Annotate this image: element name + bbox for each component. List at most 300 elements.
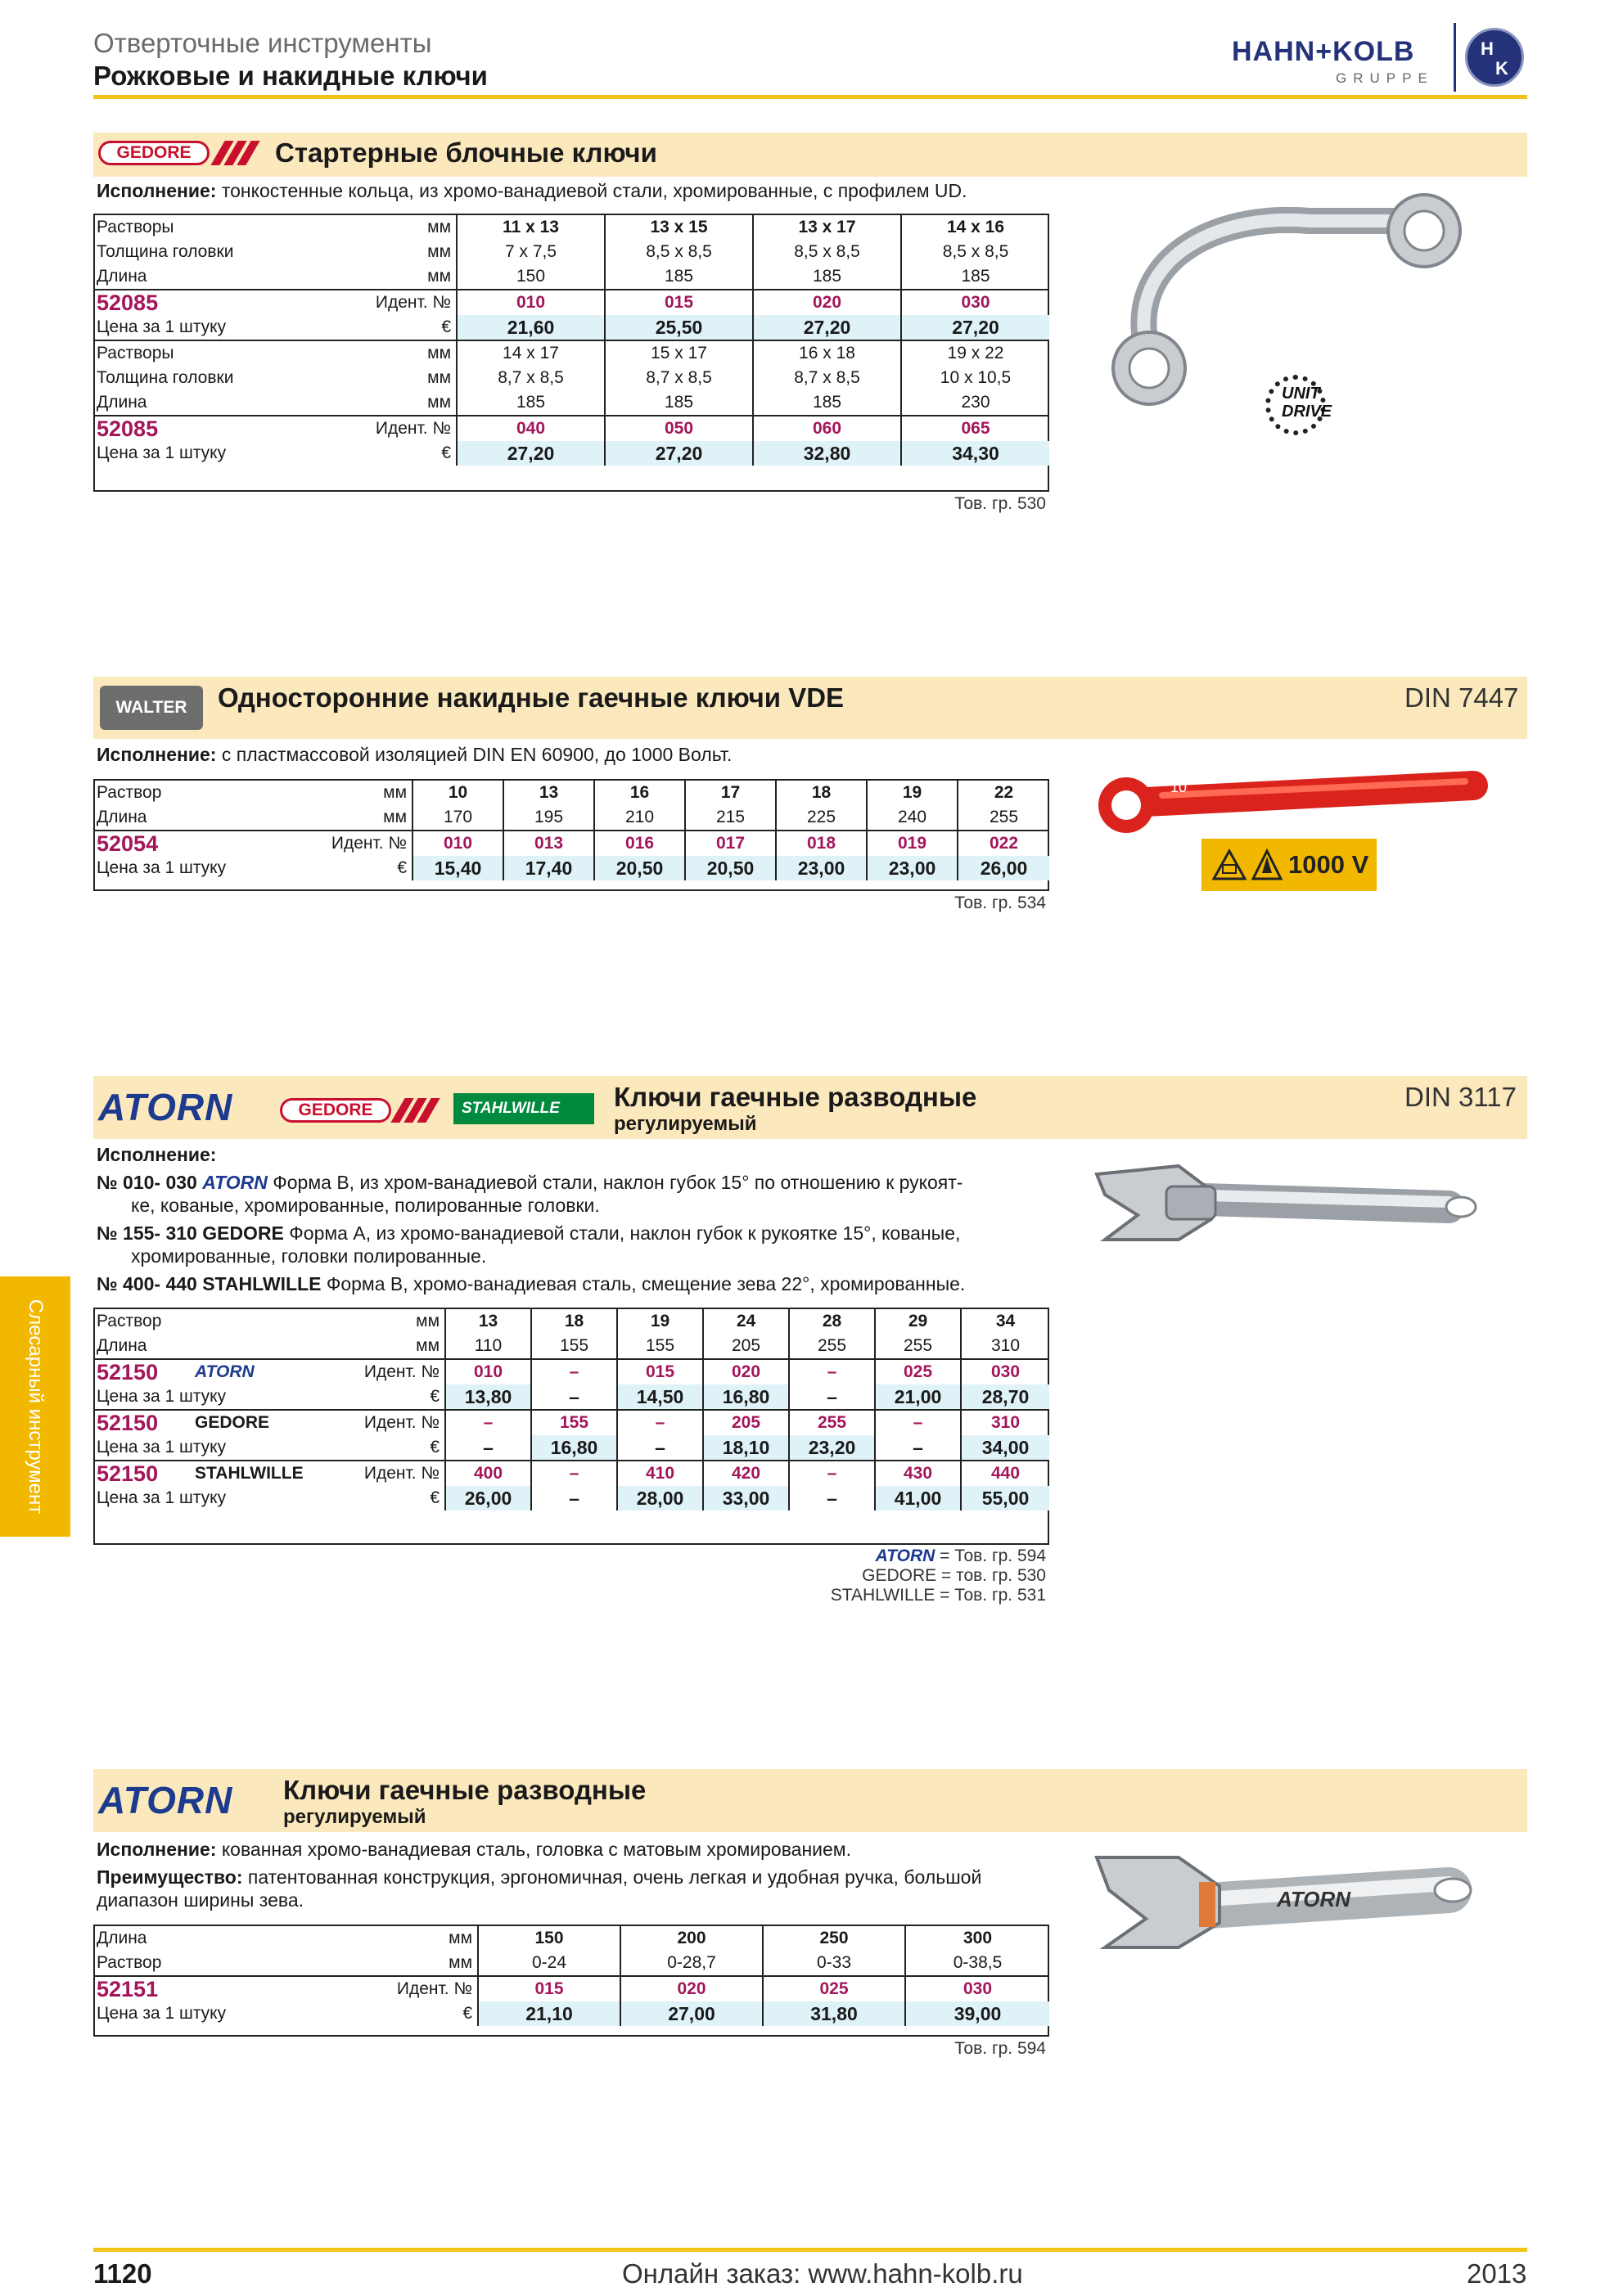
spec-cell: 11 x 13 bbox=[457, 215, 605, 240]
price-cell: 31,80 bbox=[763, 2001, 905, 2026]
row-label: Цена за 1 штуку bbox=[97, 443, 227, 462]
row-unit: Идент. № bbox=[363, 290, 457, 315]
row-unit: Идент. № bbox=[339, 1461, 445, 1486]
ident-cell: 050 bbox=[605, 416, 753, 441]
price-cell: 20,50 bbox=[685, 856, 776, 880]
row-label: Цена за 1 штуку bbox=[97, 1438, 227, 1456]
vde-badge bbox=[1201, 839, 1377, 891]
ident-cell: 020 bbox=[703, 1359, 789, 1384]
ident-cell: 430 bbox=[875, 1461, 961, 1486]
price-cell: 20,50 bbox=[594, 856, 685, 880]
table-row bbox=[93, 366, 1049, 390]
price-cell: 28,00 bbox=[617, 1486, 703, 1510]
spec-cell: 34 bbox=[995, 1312, 1016, 1330]
table-row bbox=[93, 340, 1049, 366]
spec-cell: 255 bbox=[875, 1334, 961, 1359]
spec-cell: 185 bbox=[753, 264, 901, 290]
spec-cell: 16 bbox=[594, 781, 685, 805]
variant-number: № 155- 310 GEDORE bbox=[97, 1222, 284, 1244]
badge-unit: UNIT bbox=[1282, 385, 1320, 403]
row-label: Растворы bbox=[97, 218, 174, 236]
badge-drive: DRIVE bbox=[1282, 403, 1332, 421]
price-cell: 26,00 bbox=[445, 1486, 531, 1510]
table-row bbox=[93, 290, 1049, 315]
spec-cell: 10 bbox=[413, 781, 503, 805]
ident-cell: – bbox=[789, 1359, 875, 1384]
spec-cell: 19 x 22 bbox=[901, 340, 1049, 366]
spec-cell: 13 bbox=[445, 1309, 531, 1334]
row-unit: мм bbox=[372, 1951, 478, 1976]
price-cell: 28,70 bbox=[961, 1384, 1049, 1410]
spec-cell: 17 bbox=[685, 781, 776, 805]
table-row bbox=[93, 2001, 1049, 2026]
ident-cell: – bbox=[617, 1410, 703, 1435]
variant-text: Форма А, из хромо-ванадиевой стали, наклон губок к рукоятке 15°, кованые, bbox=[283, 1222, 961, 1244]
spec-cell: 8,7 x 8,5 bbox=[605, 366, 753, 390]
row-label: Цена за 1 штуку bbox=[97, 858, 227, 877]
section-description bbox=[97, 178, 967, 203]
ident-cell: 015 bbox=[605, 290, 753, 315]
spec-cell: 230 bbox=[961, 393, 990, 412]
row-label: Раствор bbox=[97, 783, 162, 802]
table-row bbox=[93, 1486, 1049, 1510]
row-unit: мм bbox=[372, 1926, 478, 1951]
price-cell: 27,20 bbox=[605, 441, 753, 466]
desc-label: Исполнение: bbox=[97, 1839, 217, 1860]
price-cell: – bbox=[875, 1435, 961, 1461]
spec-cell: 28 bbox=[789, 1309, 875, 1334]
table-row bbox=[93, 805, 1049, 831]
logo-h: H bbox=[1481, 38, 1494, 59]
ident-cell: 019 bbox=[867, 831, 958, 856]
row-brand bbox=[192, 1309, 339, 1334]
spec-cell: 18 bbox=[776, 781, 867, 805]
article-number: 52151 bbox=[93, 1976, 372, 2001]
spec-cell: 310 bbox=[990, 1336, 1021, 1355]
row-label: Толщина головки bbox=[97, 242, 234, 261]
row-unit: мм bbox=[363, 366, 457, 390]
table-row bbox=[93, 390, 1049, 416]
spec-cell: 195 bbox=[503, 805, 594, 831]
spec-cell: 300 bbox=[963, 1929, 993, 1947]
warning-icon bbox=[1251, 849, 1283, 881]
product-group-note-gedore: GEDORE = тов. гр. 530 bbox=[862, 1566, 1046, 1585]
section-advantage-cont: диапазон ширины зева. bbox=[97, 1889, 304, 1911]
table-row bbox=[93, 264, 1049, 290]
price-cell: – bbox=[531, 1486, 617, 1510]
price-cell: 21,10 bbox=[478, 2001, 620, 2026]
price-cell: – bbox=[617, 1435, 703, 1461]
row-unit: мм bbox=[363, 240, 457, 264]
spec-cell: 24 bbox=[703, 1309, 789, 1334]
table-row bbox=[93, 1926, 1049, 1951]
spec-cell: 185 bbox=[605, 264, 753, 290]
spec-cell: 8,7 x 8,5 bbox=[753, 366, 901, 390]
gedore-stripes-icon bbox=[398, 1098, 433, 1123]
variant-line-gedore bbox=[97, 1221, 960, 1245]
spec-cell: 16 x 18 bbox=[753, 340, 901, 366]
product-group-note-atorn bbox=[737, 1546, 1046, 1566]
online-order-link[interactable]: Онлайн заказ: www.hahn-kolb.ru bbox=[622, 2258, 1023, 2289]
ident-cell: 016 bbox=[594, 831, 685, 856]
spec-cell: 185 bbox=[457, 390, 605, 416]
gedore-logo: GEDORE bbox=[280, 1098, 391, 1123]
row-unit: € bbox=[339, 1384, 445, 1410]
table-row bbox=[93, 1976, 1049, 2001]
section-title: Ключи гаечные разводные bbox=[614, 1082, 977, 1112]
spec-cell: 18 bbox=[531, 1309, 617, 1334]
price-cell: – bbox=[445, 1435, 531, 1461]
page-number: 1120 bbox=[93, 2258, 152, 2289]
price-cell: 25,50 bbox=[605, 315, 753, 340]
price-cell: 23,00 bbox=[867, 856, 958, 880]
section-description bbox=[97, 1837, 851, 1862]
price-cell: 34,30 bbox=[901, 441, 1049, 466]
wrench-size-mark: 10 bbox=[1170, 779, 1188, 795]
ident-cell: 040 bbox=[457, 416, 605, 441]
atorn-logo: ATORN bbox=[98, 1086, 233, 1128]
variant-number: № 400- 440 STAHLWILLE bbox=[97, 1273, 322, 1294]
spec-cell: 240 bbox=[867, 805, 958, 831]
adv-label: Преимущество: bbox=[97, 1866, 243, 1888]
row-unit: мм bbox=[314, 805, 413, 831]
variant-line-atorn-cont: ке, кованые, хромированные, полированные головки. bbox=[131, 1195, 600, 1216]
desc-label-text: Исполнение: bbox=[97, 1144, 217, 1165]
note-brand: ATORN bbox=[875, 1546, 935, 1565]
row-unit: € bbox=[363, 441, 457, 466]
row-label: Длина bbox=[97, 267, 147, 286]
section-subtitle: регулируемый bbox=[283, 1806, 426, 1828]
spec-cell: 0-38,5 bbox=[953, 1953, 1003, 1972]
spec-cell: 13 x 17 bbox=[753, 215, 901, 240]
row-label: Цена за 1 штуку bbox=[97, 1387, 227, 1406]
spec-cell: 10 x 10,5 bbox=[940, 368, 1012, 387]
row-unit: мм bbox=[363, 340, 457, 366]
ident-cell: 018 bbox=[776, 831, 867, 856]
spec-cell: 110 bbox=[445, 1334, 531, 1359]
row-label: Растворы bbox=[93, 340, 363, 366]
price-cell: 23,00 bbox=[776, 856, 867, 880]
spec-cell: 29 bbox=[875, 1309, 961, 1334]
spec-cell: 14 x 16 bbox=[946, 218, 1005, 236]
ident-cell: 030 bbox=[901, 290, 1049, 315]
table-row bbox=[93, 240, 1049, 264]
spec-cell: 19 bbox=[617, 1309, 703, 1334]
spec-cell: 205 bbox=[703, 1334, 789, 1359]
variant-line-gedore-cont: хромированные, головки полированные. bbox=[131, 1245, 487, 1267]
table-row bbox=[93, 1435, 1049, 1461]
ident-cell: 010 bbox=[457, 290, 605, 315]
spec-cell: 210 bbox=[594, 805, 685, 831]
din-standard: DIN 7447 bbox=[1404, 682, 1519, 713]
spec-cell: 150 bbox=[457, 264, 605, 290]
wrench-brand-mark: ATORN bbox=[1277, 1887, 1351, 1911]
row-brand: STAHLWILLE bbox=[192, 1461, 339, 1486]
row-label: Длина bbox=[97, 1336, 147, 1355]
price-cell: 27,00 bbox=[620, 2001, 763, 2026]
spec-cell: 250 bbox=[763, 1926, 905, 1951]
row-brand bbox=[192, 1334, 339, 1359]
variant-number: № 010- 030 bbox=[97, 1172, 203, 1193]
adjustable-wrench-image bbox=[1089, 1150, 1490, 1256]
variant-line-stahlwille bbox=[97, 1272, 965, 1296]
price-cell: – bbox=[531, 1384, 617, 1410]
catalog-year: 2013 bbox=[1467, 2258, 1527, 2289]
row-brand: GEDORE bbox=[192, 1410, 339, 1435]
variant-text: Форма В, хромо-ванадиевая сталь, смещение зева 22°, хромированные. bbox=[321, 1273, 966, 1294]
spec-cell: 150 bbox=[478, 1926, 620, 1951]
desc-label bbox=[97, 1142, 216, 1167]
article-number: 52085 bbox=[93, 290, 363, 315]
price-cell: 34,00 bbox=[961, 1435, 1049, 1461]
price-cell: 13,80 bbox=[445, 1384, 531, 1410]
product-group-note: Тов. гр. 594 bbox=[954, 2039, 1046, 2058]
price-cell: 33,00 bbox=[703, 1486, 789, 1510]
ident-cell: – bbox=[531, 1359, 617, 1384]
variant-brand: ATORN bbox=[202, 1172, 268, 1193]
table-row bbox=[93, 1309, 1049, 1334]
spec-cell: 185 bbox=[961, 267, 990, 286]
header-rule bbox=[93, 95, 1527, 99]
ident-cell: 010 bbox=[413, 831, 503, 856]
din-standard: DIN 3117 bbox=[1404, 1082, 1517, 1112]
row-unit: мм bbox=[339, 1334, 445, 1359]
price-cell: 18,10 bbox=[703, 1435, 789, 1461]
ident-cell: 015 bbox=[617, 1359, 703, 1384]
row-label: Длина bbox=[97, 393, 147, 412]
spec-cell: 8,5 x 8,5 bbox=[942, 242, 1009, 261]
walter-logo: WALTER bbox=[100, 686, 203, 730]
variant-text: Форма В, из хром-ванадиевой стали, наклон губок 15° по отношению к рукоят- bbox=[267, 1172, 963, 1193]
row-label: Цена за 1 штуку bbox=[97, 1488, 227, 1507]
ident-cell: 020 bbox=[620, 1976, 763, 2001]
spec-cell: 155 bbox=[617, 1334, 703, 1359]
row-unit: мм bbox=[363, 215, 457, 240]
variant-line-atorn bbox=[97, 1170, 963, 1195]
price-cell: 55,00 bbox=[961, 1486, 1049, 1510]
desc-text: с пластмассовой изоляцией DIN EN 60900, до 1000 Вольт. bbox=[216, 744, 733, 765]
spec-cell: 155 bbox=[531, 1334, 617, 1359]
voltage-label: 1000 V bbox=[1288, 850, 1369, 879]
side-tab-label: Слесарный инструмент bbox=[25, 1299, 47, 1515]
spec-cell: 8,7 x 8,5 bbox=[457, 366, 605, 390]
spec-cell: 13 x 15 bbox=[605, 215, 753, 240]
spec-cell: 185 bbox=[753, 390, 901, 416]
ident-cell: 025 bbox=[875, 1359, 961, 1384]
row-label: Раствор bbox=[97, 1953, 162, 1972]
ident-cell: – bbox=[875, 1410, 961, 1435]
row-label: Цена за 1 штуку bbox=[97, 2004, 227, 2023]
ident-cell: 025 bbox=[763, 1976, 905, 2001]
ident-cell: 030 bbox=[961, 1359, 1049, 1384]
ident-cell: – bbox=[789, 1461, 875, 1486]
ident-cell: 155 bbox=[531, 1410, 617, 1435]
table-row bbox=[93, 315, 1049, 340]
price-cell: 27,20 bbox=[901, 315, 1049, 340]
spec-cell: 0-28,7 bbox=[620, 1951, 763, 1976]
table-row bbox=[93, 215, 1049, 240]
note-text: = Тов. гр. 594 bbox=[935, 1546, 1046, 1565]
price-cell: 21,60 bbox=[457, 315, 605, 340]
price-cell: 32,80 bbox=[753, 441, 901, 466]
row-unit: € bbox=[372, 2001, 478, 2026]
logo-divider bbox=[1454, 23, 1456, 92]
product-group-note-stahlwille: STAHLWILLE = Тов. гр. 531 bbox=[830, 1586, 1046, 1605]
price-cell: 27,20 bbox=[457, 441, 605, 466]
table-row bbox=[93, 781, 1049, 805]
row-unit: Идент. № bbox=[339, 1410, 445, 1435]
ident-cell: 015 bbox=[478, 1976, 620, 2001]
insulation-icon bbox=[1211, 849, 1247, 881]
price-cell: 14,50 bbox=[617, 1384, 703, 1410]
ident-cell: 030 bbox=[905, 1976, 1049, 2001]
section-advantage bbox=[97, 1865, 981, 1889]
section-description bbox=[97, 742, 732, 767]
spec-cell: 14 x 17 bbox=[457, 340, 605, 366]
logo-emblem-icon bbox=[1465, 28, 1524, 87]
spec-cell: 170 bbox=[413, 805, 503, 831]
table-row bbox=[93, 1461, 1049, 1486]
row-unit: € bbox=[339, 1435, 445, 1461]
table-row bbox=[93, 1384, 1049, 1410]
section-title: Ключи гаечные разводные bbox=[283, 1775, 647, 1805]
gedore-stripes-icon bbox=[218, 141, 253, 165]
table-row bbox=[93, 856, 1049, 880]
table-row bbox=[93, 1359, 1049, 1384]
spec-cell: 225 bbox=[776, 805, 867, 831]
row-label: Длина bbox=[97, 808, 147, 826]
article-number: 52054 bbox=[93, 831, 314, 856]
atorn-logo: ATORN bbox=[98, 1779, 233, 1821]
footer-rule bbox=[93, 2248, 1527, 2252]
adv-text: патентованная конструкция, эргономичная, очень легкая и удобная ручка, большой bbox=[242, 1866, 982, 1888]
table-row bbox=[93, 1334, 1049, 1359]
ident-cell: 010 bbox=[445, 1359, 531, 1384]
row-label: Толщина головки bbox=[97, 368, 234, 387]
price-cell: 21,00 bbox=[875, 1384, 961, 1410]
row-unit: € bbox=[314, 856, 413, 880]
desc-label: Исполнение: bbox=[97, 744, 217, 765]
ident-cell: 013 bbox=[503, 831, 594, 856]
article-number: 52150 bbox=[93, 1461, 192, 1486]
price-cell: 17,40 bbox=[503, 856, 594, 880]
vde-wrench-image bbox=[1089, 753, 1498, 843]
page-title: Рожковые и накидные ключи bbox=[93, 61, 488, 91]
spec-table bbox=[93, 781, 1049, 880]
ident-cell: 420 bbox=[703, 1461, 789, 1486]
ident-cell: 065 bbox=[901, 416, 1049, 441]
gedore-logo: GEDORE bbox=[98, 141, 210, 165]
brand-logo: HAHN+KOLB bbox=[1232, 36, 1415, 67]
spec-cell: 15 x 17 bbox=[605, 340, 753, 366]
spec-cell: 200 bbox=[620, 1926, 763, 1951]
table-row bbox=[93, 831, 1049, 856]
price-cell: 39,00 bbox=[905, 2001, 1049, 2026]
side-category-tab[interactable] bbox=[0, 1276, 70, 1537]
row-label: Длина bbox=[97, 1929, 147, 1947]
table-row bbox=[93, 441, 1049, 466]
section-title: Стартерные блочные ключи bbox=[275, 137, 657, 168]
logo-k: K bbox=[1495, 58, 1508, 79]
article-number: 52085 bbox=[93, 416, 363, 441]
spec-table bbox=[93, 1926, 1049, 2026]
ident-cell: – bbox=[445, 1410, 531, 1435]
row-brand: ATORN bbox=[192, 1359, 339, 1384]
price-cell: – bbox=[789, 1384, 875, 1410]
row-label: Цена за 1 штуку bbox=[97, 317, 227, 336]
article-number: 52150 bbox=[93, 1410, 192, 1435]
section-subtitle: регулируемый bbox=[614, 1113, 757, 1135]
row-unit: Идент. № bbox=[372, 1976, 478, 2001]
spec-cell: 215 bbox=[685, 805, 776, 831]
category-title: Отверточные инструменты bbox=[93, 28, 432, 58]
price-cell: 27,20 bbox=[753, 315, 901, 340]
ident-cell: 440 bbox=[961, 1461, 1049, 1486]
unit-drive-label bbox=[1282, 385, 1332, 421]
spec-cell: 0-24 bbox=[478, 1951, 620, 1976]
ident-cell: 017 bbox=[685, 831, 776, 856]
product-group-note: Тов. гр. 530 bbox=[954, 494, 1046, 513]
adjustable-wrench-atorn-image bbox=[1089, 1841, 1490, 1964]
price-cell: 26,00 bbox=[958, 856, 1049, 880]
row-unit: Идент. № bbox=[339, 1359, 445, 1384]
spec-cell: 185 bbox=[605, 390, 753, 416]
ident-cell: 410 bbox=[617, 1461, 703, 1486]
desc-text: кованная хромо-ванадиевая сталь, головка с матовым хромированием. bbox=[216, 1839, 851, 1860]
price-cell: 16,80 bbox=[703, 1384, 789, 1410]
desc-text: тонкостенные кольца, из хромо-ванадиевой стали, хромированные, с профилем UD. bbox=[216, 180, 967, 201]
ident-cell: 205 bbox=[703, 1410, 789, 1435]
ident-cell: 255 bbox=[789, 1410, 875, 1435]
row-label: Раствор bbox=[97, 1312, 162, 1330]
ident-cell: 400 bbox=[445, 1461, 531, 1486]
spec-cell: 0-33 bbox=[763, 1951, 905, 1976]
price-cell: – bbox=[789, 1486, 875, 1510]
table-row bbox=[93, 416, 1049, 441]
spec-table bbox=[93, 215, 1049, 466]
row-unit: мм bbox=[314, 781, 413, 805]
ident-cell: 060 bbox=[753, 416, 901, 441]
price-cell: 16,80 bbox=[531, 1435, 617, 1461]
row-unit: Идент. № bbox=[363, 416, 457, 441]
spec-cell: 8,5 x 8,5 bbox=[753, 240, 901, 264]
table-row bbox=[93, 1410, 1049, 1435]
spec-table bbox=[93, 1309, 1049, 1510]
stahlwille-logo: STAHLWILLE bbox=[453, 1093, 594, 1124]
row-unit: мм bbox=[363, 390, 457, 416]
ident-cell: 310 bbox=[961, 1410, 1049, 1435]
row-unit: € bbox=[339, 1486, 445, 1510]
row-unit: мм bbox=[339, 1309, 445, 1334]
row-unit: мм bbox=[363, 264, 457, 290]
price-cell: 15,40 bbox=[413, 856, 503, 880]
ident-cell: 020 bbox=[753, 290, 901, 315]
spec-cell: 255 bbox=[989, 808, 1019, 826]
brand-logo-sub: GRUPPE bbox=[1336, 70, 1434, 86]
article-number: 52150 bbox=[93, 1359, 192, 1384]
row-unit: Идент. № bbox=[314, 831, 413, 856]
ident-cell: – bbox=[531, 1461, 617, 1486]
spec-cell: 22 bbox=[994, 783, 1014, 802]
table-row bbox=[93, 1951, 1049, 1976]
desc-label: Исполнение: bbox=[97, 180, 217, 201]
spec-cell: 255 bbox=[789, 1334, 875, 1359]
spec-cell: 19 bbox=[867, 781, 958, 805]
ident-cell: 022 bbox=[958, 831, 1049, 856]
section-title: Односторонние накидные гаечные ключи VDE bbox=[218, 682, 845, 713]
spec-cell: 7 x 7,5 bbox=[457, 240, 605, 264]
spec-cell: 8,5 x 8,5 bbox=[605, 240, 753, 264]
